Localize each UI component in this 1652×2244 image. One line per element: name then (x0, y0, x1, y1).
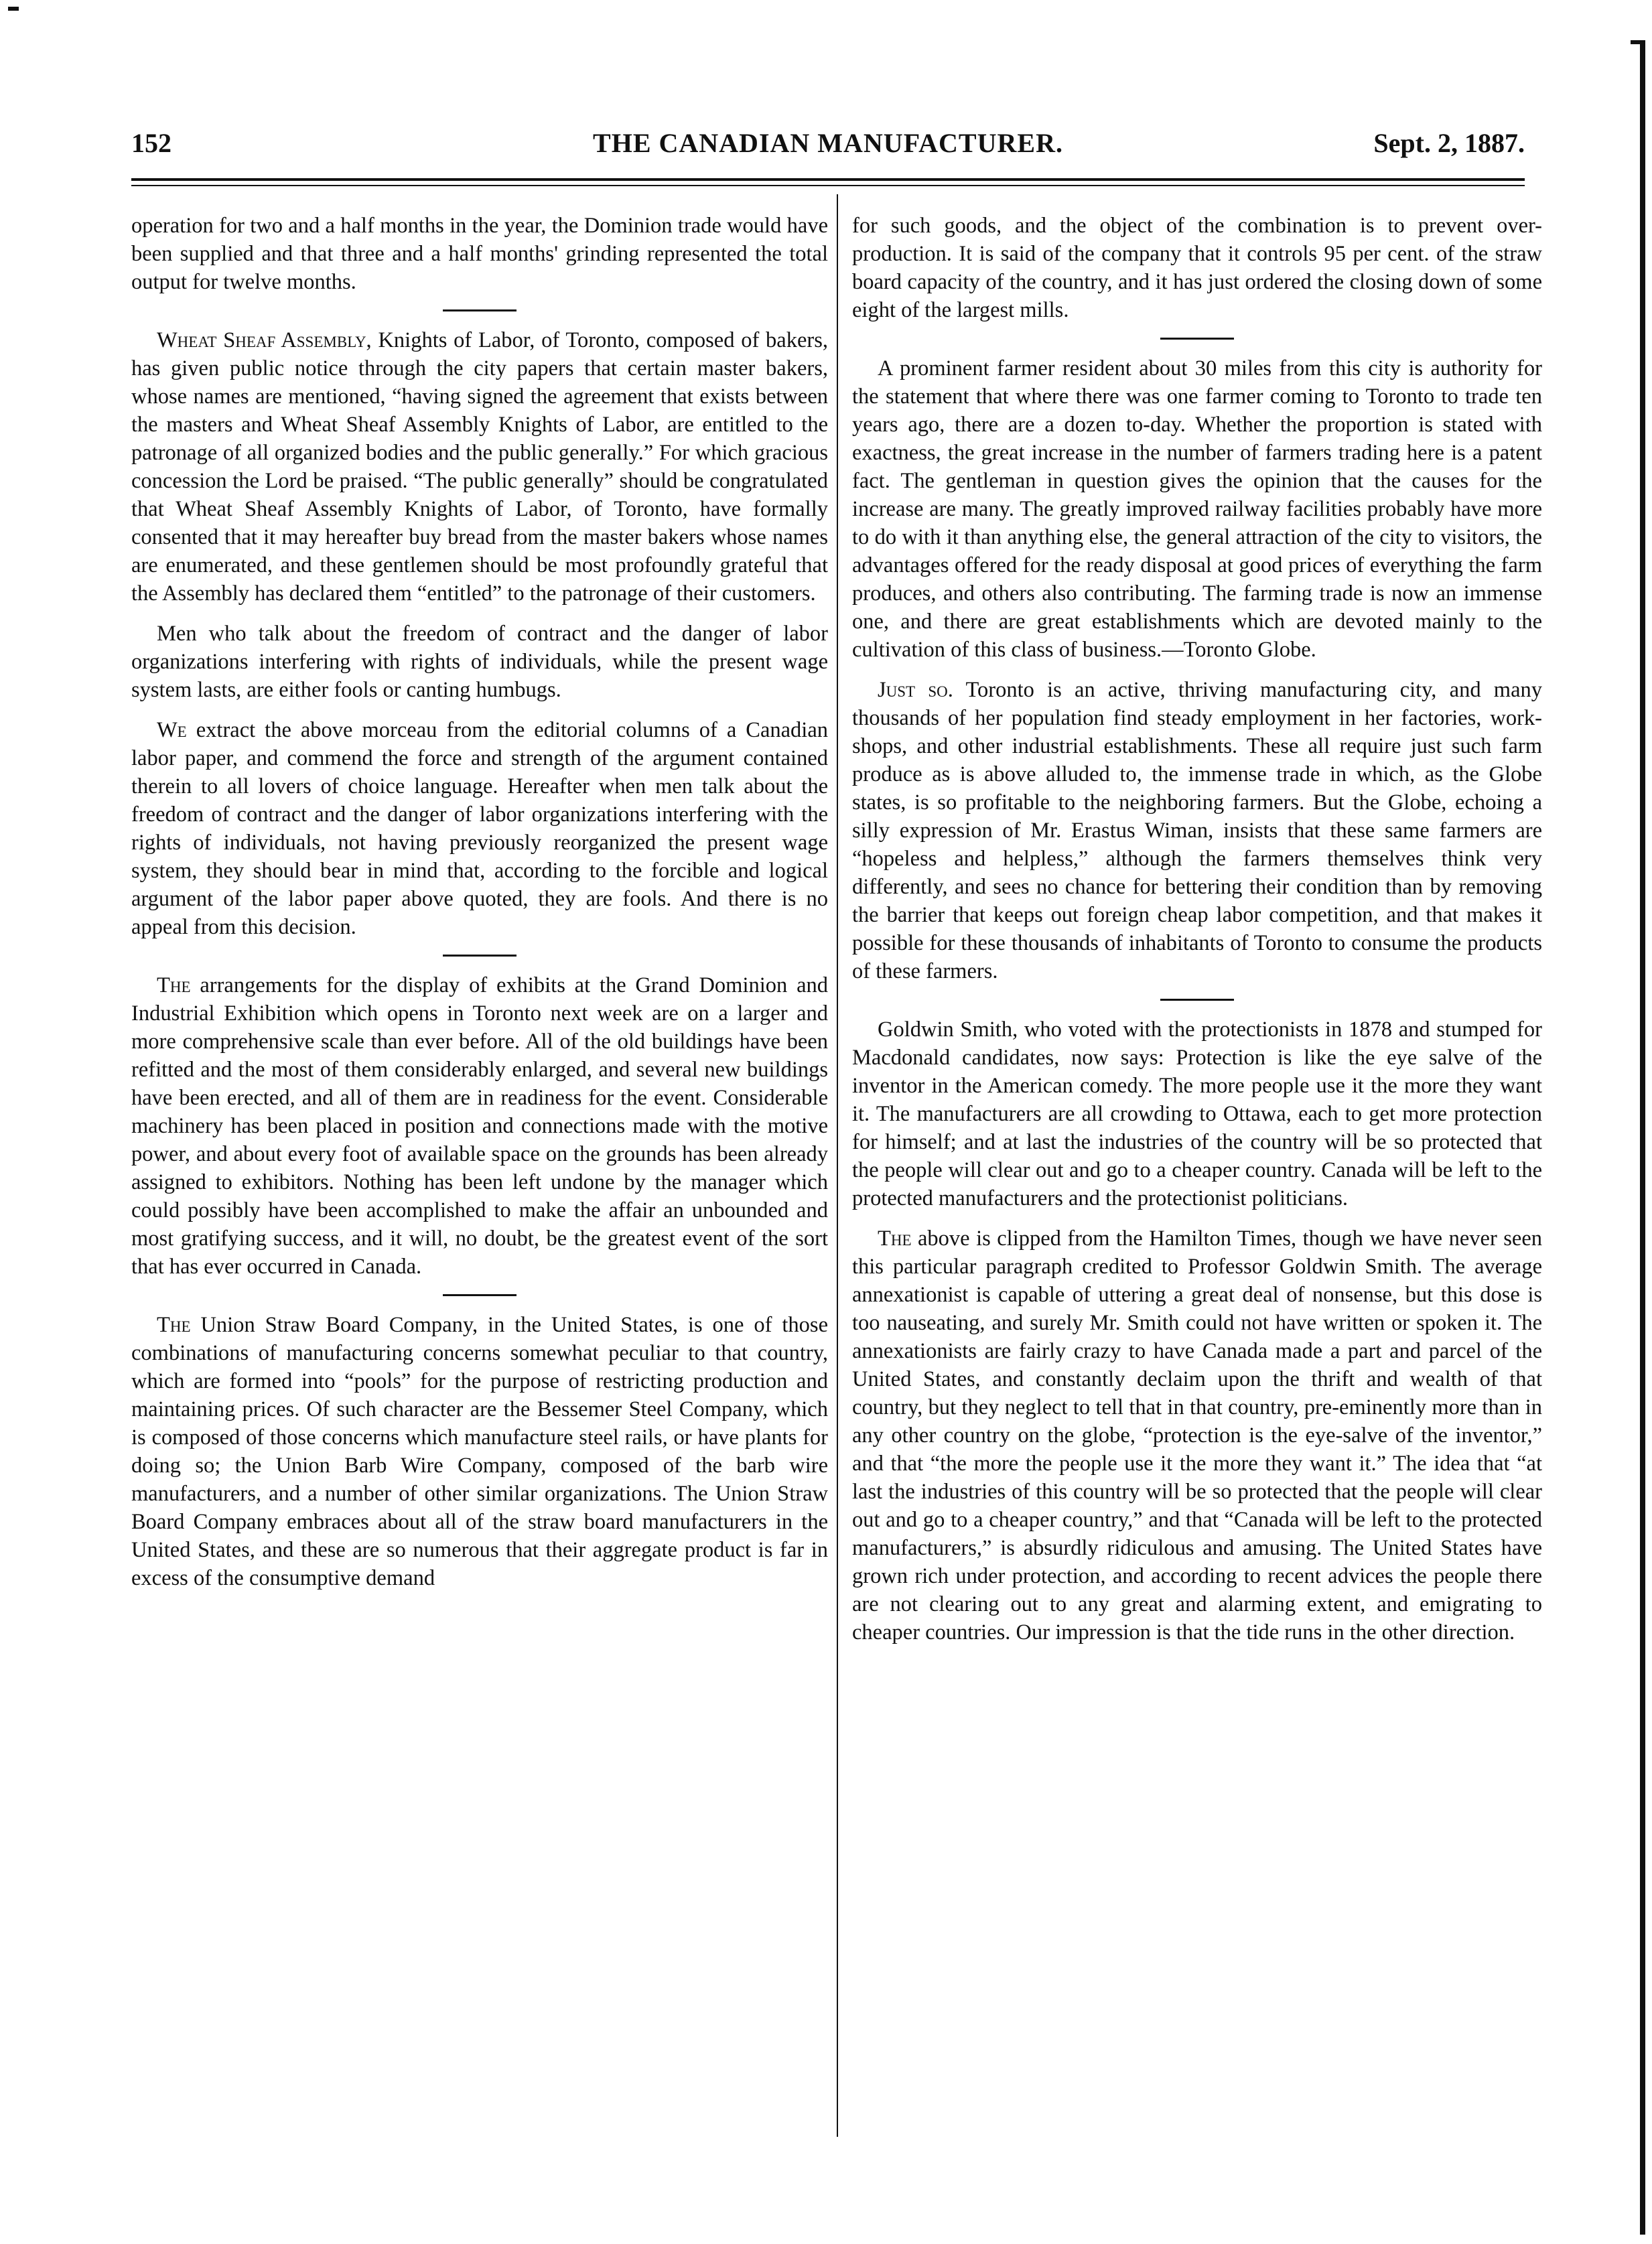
article-paragraph: The above is clipped from the Hamilton Times, though we have never seen this particular paragraph credited to Professor Goldwin Smith. The average annexationist is capable of uttering a great deal of nonsense, but this dose is too nauseating, and surely Mr. Smith could not have written or spoken it. The annexationists are fairly crazy to have Canada made a part and parcel of the United States, and constantly declaim upon the thrift and wealth of that country, but they neglect to tell that in that country, pre-eminently more than in any other country on the globe, “protection is the eye-salve of the inventor,” and that “the more the people use it the more they want it.” The idea that “at last the industries of this country will be so protected that the people will clear out and go to a cheaper country,” and that “Canada will be left to the protected manufacturers,” is absurdly ridiculous and amusing. The United States have grown rich under protection, and according to recent advices the people there are not clearing out to any great and alarming extent, and emigrating to cheaper countries. Our impression is that the tide runs in the other direction. (852, 1226, 1542, 1644)
right-column (852, 212, 1542, 1659)
article-paragraph: Wheat Sheaf Assembly, Knights of Labor, of Toronto, composed of bakers, has given public notice through the city papers that certain master bakers, whose names are mentioned, “having signed the agreement that exists between the masters and Wheat Sheaf Assembly Knights of Labor, are entitled to the patronage of all organized bodies and the public generally.” For which gracious concession the Lord be praised. “The public generally” should be congratulated that Wheat Sheaf Assembly Knights of Labor, of Toronto, have formally consented that it may hereafter buy bread from the master bakers whose names are enumerated, and these gentlemen should be most profoundly grateful that the Assembly has declared them “entitled” to the patronage of their customers. (131, 328, 829, 606)
left-column (131, 212, 828, 1604)
page-edge-bracket (1631, 40, 1645, 2235)
article-separator (443, 1294, 517, 1296)
header-rule-thick (131, 178, 1525, 181)
header-rule-thin (131, 185, 1525, 186)
article-paragraph: A prominent farmer resident about 30 miles from this city is authority for the statement that where there was one farmer coming to Toronto to trade ten years ago, there are a dozen to-day. Whether the proportion is stated with exactness, the great increase in the number of farmers trading here is a patent fact. The gentleman in question gives the opinion that the causes for the increase are many. The greatly improved railway facilities probably have more to do with it than anything else, the general attraction of the city to visitors, the advantages offered for the ready disposal at good prices of everything the farm produces, and others also contributing. The farming trade is now an immense one, and there are great establishments which are devoted mainly to the cultivation of this class of business.—Toronto Globe. (852, 356, 1542, 662)
article-paragraph: Just so. Toronto is an active, thriving manufacturing city, and many thousands of her population find steady employment in her factories, work-shops, and other industrial establishments. These all require just such farm produce as is above alluded to, the immense trade in which, as the Globe states, is so profitable to the neighboring farmers. But the Globe, echoing a silly expression of Mr. Erastus Wiman, insists that these same farmers are “hopeless and helpless,” although the farmers themselves think very differently, and sees no chance for bettering their condition than by removing the barrier that keeps out foreign cheap labor competition, and that makes it possible for these thousands of inhabitants of Toronto to consume the products of these farmers. (852, 678, 1542, 983)
article-paragraph: Goldwin Smith, who voted with the protectionists in 1878 and stumped for Macdonald candidates, now says: Protection is like the eye salve of the inventor in the American comedy. The more people use it the more they want it. The manufacturers are all crowding to Ottawa, each to get more protection for himself; and at last the industries of the country will be so protected that the people will clear out and go to a cheaper country. Canada will be left to the protected manufacturers and the protectionist politicians. (852, 1018, 1542, 1210)
article-paragraph: We extract the above morceau from the editorial columns of a Canadian labor paper, and commend the force and strength of the argument contained therein to all lovers of choice language. Hereafter when men talk about the freedom of contract and the danger of labor organizations interfering with the rights of individuals, not having previously reorganized the present wage system, they should bear in mind that, according to the forcible and logical argument of the labor paper above quoted, they are fools. And there is no appeal from this decision. (131, 718, 828, 939)
issue-date: Sept. 2, 1887. (1373, 128, 1525, 158)
article-separator (1160, 999, 1234, 1001)
page-header (131, 127, 1525, 167)
page-number: 152 (131, 128, 171, 158)
article-separator (1160, 338, 1234, 340)
article-paragraph: The Union Straw Board Company, in the United States, is one of those combinations of manufacturing concerns somewhat peculiar to that country, which are formed into “pools” for the purpose of restricting production and maintaining prices. Of such character are the Bessemer Steel Company, which is composed of those concerns which manufacture steel rails, or have plants for doing so; the Union Barb Wire Company, composed of the barb wire manufacturers, and a number of other similar organizations. The Union Straw Board Company embraces about all of the straw board manufacturers in the United States, and these are so numerous that their aggregate product is far in excess of the consumptive demand (131, 1313, 828, 1590)
article-paragraph: for such goods, and the object of the combination is to prevent over-production. It is said of the company that it controls 95 per cent. of the straw board capacity of the country, and it has just ordered the closing down of some eight of the largest mills. (852, 214, 1542, 322)
publication-title: THE CANADIAN MANUFACTURER. (593, 128, 1063, 158)
article-separator (443, 955, 517, 957)
column-divider (837, 194, 838, 2137)
article-separator (443, 309, 517, 311)
scan-mark (8, 7, 19, 11)
article-paragraph: operation for two and a half months in the year, the Dominion trade would have been supplied and that three and a half months' grinding represented the total output for twelve months. (131, 214, 828, 294)
article-paragraph: Men who talk about the freedom of contract and the danger of labor organizations interfering with rights of individuals, while the present wage system lasts, are either fools or canting humbugs. (131, 622, 828, 702)
article-paragraph: The arrangements for the display of exhibits at the Grand Dominion and Industrial Exhibition which opens in Toronto next week are on a larger and more comprehensive scale than ever before. All of the old buildings have been refitted and the most of them considerably enlarged, and several new buildings have been erected, and all of them are in readiness for the event. Considerable machinery has been placed in position and connections made with the motive power, and about every foot of available space on the grounds has been already assigned to exhibitors. Nothing has been left undone by the manager which could possibly have been accomplished to make the affair an unbounded and most gratifying success, and it will, no doubt, be the greatest event of the sort that has ever occurred in Canada. (131, 973, 828, 1279)
